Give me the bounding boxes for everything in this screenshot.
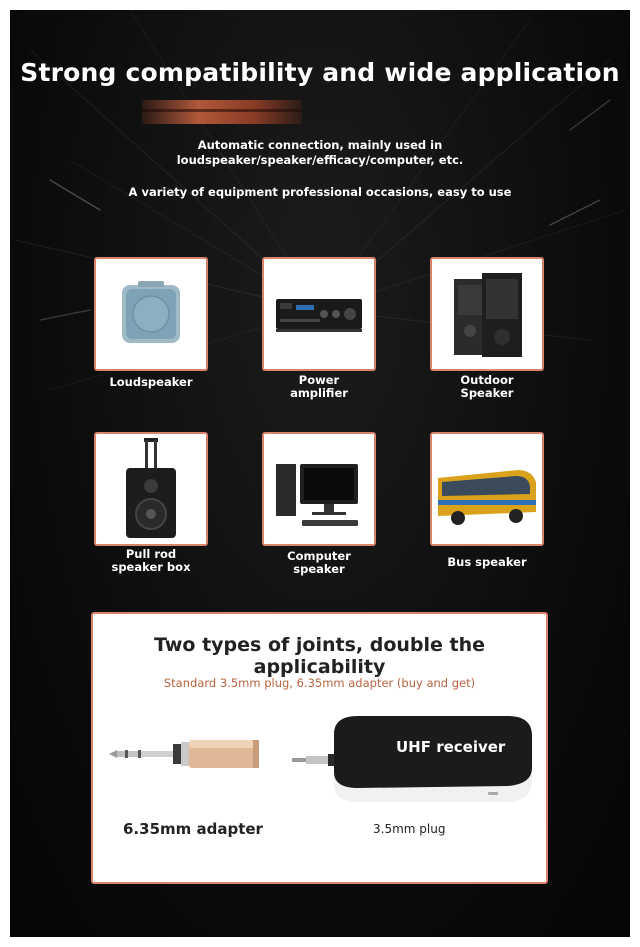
device-card-power-amplifier — [262, 257, 376, 371]
device-label: Power amplifier — [290, 373, 348, 400]
computer-icon — [264, 434, 374, 544]
adapter-label: 6.35mm adapter — [123, 820, 263, 838]
device-card-pull-rod-speaker — [94, 432, 208, 546]
outdoor-speaker-icon — [432, 259, 542, 369]
device-label: Loudspeaker — [109, 375, 193, 389]
device-label: Bus speaker — [447, 555, 527, 569]
device-card-outdoor-speaker — [430, 257, 544, 371]
receiver-label: UHF receiver — [396, 738, 506, 756]
bus-icon — [432, 434, 542, 544]
pull-rod-speaker-icon — [96, 434, 206, 544]
plug-label: 3.5mm plug — [373, 822, 446, 836]
description-line: loudspeaker/speaker/efficacy/computer, etc. — [176, 153, 464, 167]
title-accent-bar — [142, 100, 302, 124]
joints-title: Two types of joints, double the applicability — [153, 634, 486, 678]
description — [10, 138, 630, 168]
power-amplifier-icon — [264, 259, 374, 369]
adapter-jack-icon — [103, 724, 278, 784]
page-title: Strong compatibility and wide application — [20, 58, 620, 87]
description-line: Automatic connection, mainly used in — [197, 138, 443, 152]
product-poster — [10, 10, 630, 937]
device-card-bus-speaker — [430, 432, 544, 546]
device-card-loudspeaker — [94, 257, 208, 371]
loudspeaker-icon — [96, 259, 206, 369]
device-label: Computer speaker — [287, 549, 351, 576]
joints-subtitle: Standard 3.5mm plug, 6.35mm adapter (buy and get) — [163, 676, 476, 690]
tagline: A variety of equipment professional occasions, easy to use — [128, 185, 512, 199]
joints-card — [91, 612, 548, 884]
device-card-computer-speaker — [262, 432, 376, 546]
device-label: Outdoor Speaker — [460, 373, 514, 400]
device-label: Pull rod speaker box — [111, 547, 191, 574]
uhf-receiver-icon — [288, 706, 538, 816]
